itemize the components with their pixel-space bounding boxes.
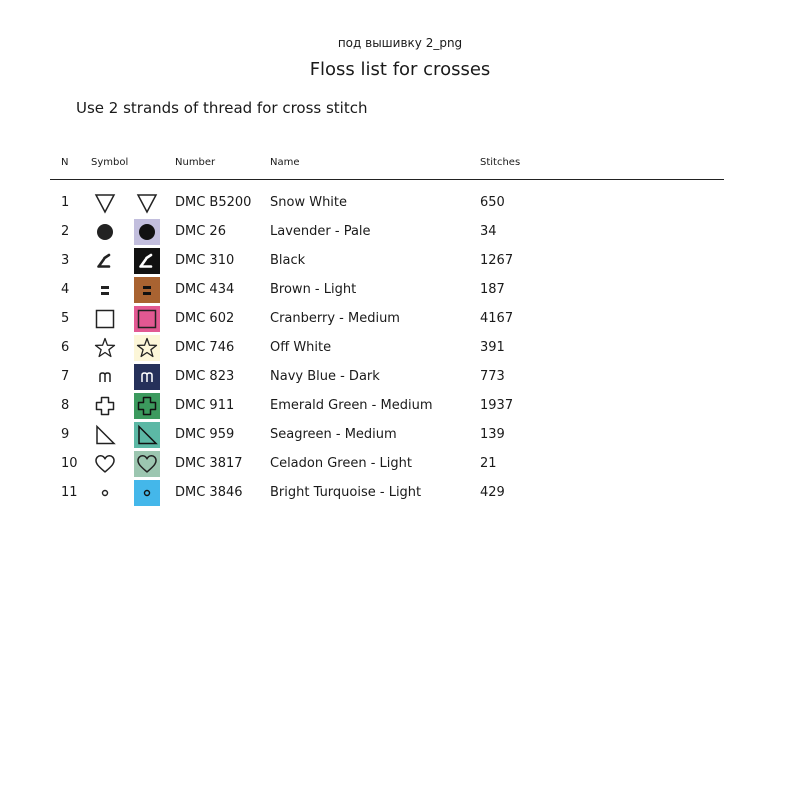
star-icon (92, 335, 118, 361)
color-swatch (134, 393, 160, 419)
cross-outline-icon (134, 393, 160, 419)
table-row (0, 362, 800, 391)
equals-icon (134, 277, 160, 303)
row-index: 4 (61, 282, 70, 297)
stitch-count: 21 (480, 456, 497, 471)
table-row (0, 217, 800, 246)
equals-icon (92, 277, 118, 303)
row-index: 2 (61, 224, 70, 239)
floss-number: DMC 3846 (175, 485, 243, 500)
heart-icon (92, 451, 118, 477)
stitch-count: 139 (480, 427, 505, 442)
floss-number: DMC B5200 (175, 195, 252, 210)
stitch-count: 4167 (480, 311, 514, 326)
square-icon (92, 306, 118, 332)
floss-name: Navy Blue - Dark (270, 369, 380, 384)
floss-number: DMC 746 (175, 340, 235, 355)
square-icon (134, 306, 160, 332)
floss-number: DMC 3817 (175, 456, 243, 471)
column-header-name: Name (270, 157, 300, 168)
cross-outline-icon (92, 393, 118, 419)
floss-name: Bright Turquoise - Light (270, 485, 422, 500)
stitch-count: 650 (480, 195, 505, 210)
page-title: Floss list for crosses (309, 59, 491, 80)
small-circle-icon (92, 480, 118, 506)
table-row (0, 275, 800, 304)
column-header-n: N (61, 157, 69, 168)
column-header-stitches: Stitches (480, 157, 521, 168)
color-swatch (134, 190, 160, 216)
angle-icon (92, 248, 118, 274)
triangle-down-icon (134, 190, 160, 216)
floss-name: Cranberry - Medium (270, 311, 400, 326)
color-swatch (134, 277, 160, 303)
floss-name: Celadon Green - Light (270, 456, 412, 471)
floss-number: DMC 959 (175, 427, 235, 442)
m-letter-icon (92, 364, 118, 390)
table-row (0, 304, 800, 333)
floss-name: Snow White (270, 195, 348, 210)
row-index: 7 (61, 369, 70, 384)
triangle-down-icon (92, 190, 118, 216)
stitch-count: 429 (480, 485, 505, 500)
stitch-count: 34 (480, 224, 497, 239)
floss-name: Seagreen - Medium (270, 427, 397, 442)
table-row (0, 246, 800, 275)
stitch-count: 1267 (480, 253, 514, 268)
row-index: 6 (61, 340, 70, 355)
floss-number: DMC 911 (175, 398, 235, 413)
m-letter-icon (134, 364, 160, 390)
row-index: 10 (61, 456, 78, 471)
row-index: 9 (61, 427, 70, 442)
right-triangle-icon (134, 422, 160, 448)
stitch-count: 773 (480, 369, 505, 384)
stitch-count: 391 (480, 340, 505, 355)
row-index: 1 (61, 195, 70, 210)
star-icon (134, 335, 160, 361)
table-row (0, 391, 800, 420)
color-swatch (134, 219, 160, 245)
table-row (0, 449, 800, 478)
strand-instructions: Use 2 strands of thread for cross stitch (76, 99, 368, 117)
row-index: 3 (61, 253, 70, 268)
column-header-symbol: Symbol (91, 157, 129, 168)
angle-icon (134, 248, 160, 274)
table-row (0, 188, 800, 217)
header-divider (50, 179, 724, 180)
table-row (0, 478, 800, 507)
small-circle-icon (134, 480, 160, 506)
stitch-count: 1937 (480, 398, 514, 413)
column-header-number: Number (175, 157, 216, 168)
row-index: 8 (61, 398, 70, 413)
color-swatch (134, 306, 160, 332)
floss-name: Off White (270, 340, 332, 355)
table-row (0, 333, 800, 362)
row-index: 5 (61, 311, 70, 326)
floss-number: DMC 823 (175, 369, 235, 384)
floss-number: DMC 26 (175, 224, 226, 239)
color-swatch (134, 364, 160, 390)
floss-number: DMC 434 (175, 282, 235, 297)
filled-circle-icon (92, 219, 118, 245)
color-swatch (134, 451, 160, 477)
floss-number: DMC 602 (175, 311, 235, 326)
file-name: под вышивку 2_png (337, 36, 463, 50)
right-triangle-icon (92, 422, 118, 448)
row-index: 11 (61, 485, 78, 500)
color-swatch (134, 422, 160, 448)
floss-name: Brown - Light (270, 282, 357, 297)
table-row (0, 420, 800, 449)
color-swatch (134, 248, 160, 274)
color-swatch (134, 480, 160, 506)
floss-name: Emerald Green - Medium (270, 398, 433, 413)
stitch-count: 187 (480, 282, 505, 297)
floss-name: Lavender - Pale (270, 224, 371, 239)
floss-name: Black (270, 253, 306, 268)
heart-icon (134, 451, 160, 477)
filled-circle-icon (134, 219, 160, 245)
floss-number: DMC 310 (175, 253, 235, 268)
color-swatch (134, 335, 160, 361)
